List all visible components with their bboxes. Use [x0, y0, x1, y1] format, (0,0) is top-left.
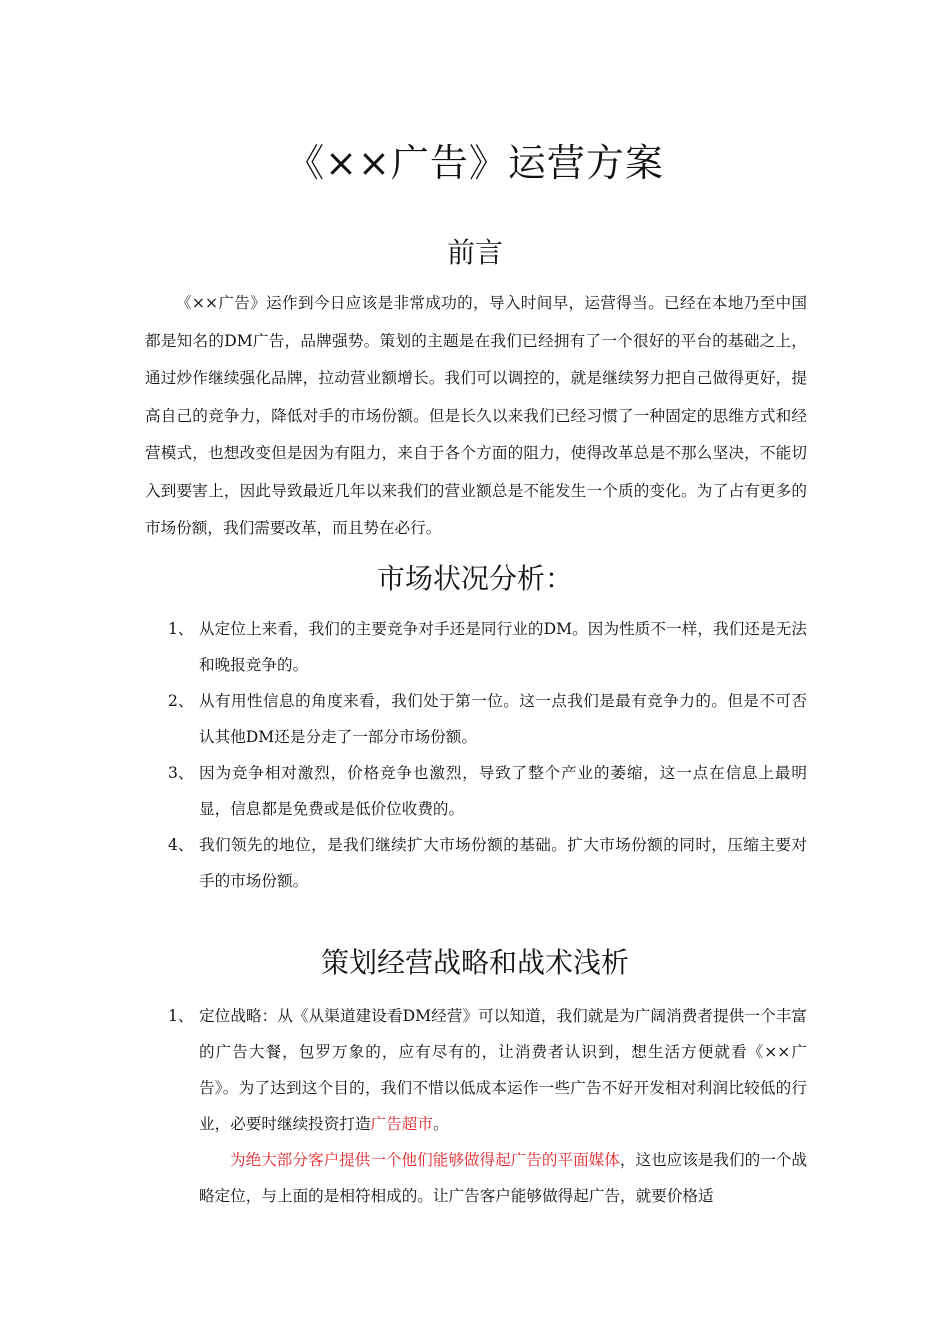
- highlight-positioning: 为绝大部分客户提供一个他们能够做得起广告的平面媒体: [230, 1151, 620, 1169]
- list-number: 1、: [168, 620, 194, 638]
- market-item-4: [168, 827, 807, 899]
- strategy-item-text: 定位战略：从《从渠道建设看DM经营》可以知道，我们就是为广阔消费者提供一个丰富的广告大餐，包罗万象的，应有尽有的，让消费者认识到，想生活方便就看《××广告》。为了达到这个目的，我们不惜以低成本运作一些广告不好开发相对利润比较低的行业，必要时继续投资打造: [199, 1007, 807, 1133]
- market-item-3: [168, 755, 807, 827]
- market-item-1: [168, 611, 807, 683]
- preface-heading: 前言: [446, 236, 503, 269]
- market-item-2: [168, 683, 807, 755]
- list-number: 3、: [168, 764, 194, 782]
- strategy-heading: 策划经营战略和战术浅析: [320, 946, 629, 979]
- list-text: 因为竞争相对激烈，价格竞争也激烈，导致了整个产业的萎缩，这一点在信息上最明显，信息都是免费或是低价位收费的。: [199, 764, 807, 818]
- strategy-paragraph-2: [199, 1142, 807, 1214]
- list-text: 从定位上来看，我们的主要竞争对手还是同行业的DM。因为性质不一样，我们还是无法和晚报竞争的。: [199, 620, 807, 674]
- preface-paragraph: 《××广告》运作到今日应该是非常成功的，导入时间早，运营得当。已经在本地乃至中国都是知名的DM广告，品牌强势。策划的主题是在我们已经拥有了一个很好的平台的基础之上，通过炒作继续强化品牌，拉动营业额增长。我们可以调控的，就是继续努力把自己做得更好，提高自己的竞争力，降低对手的市场份额。但是长久以来我们已经习惯了一种固定的思维方式和经营模式，也想改变但是因为有阻力，来自于各个方面的阻力，使得改革总是不那么坚决，不能切入到要害上，因此导致最近几年以来我们的营业额总是不能发生一个质的变化。为了占有更多的市场份额，我们需要改革，而且势在必行。: [145, 294, 807, 537]
- market-analysis-heading: 市场状况分析：: [376, 562, 573, 595]
- strategy-paragraph-text: ，这也应该是我们的一个战略定位，与上面的是相符相成的。让广告客户能够做得起广告，就要价格适: [199, 1151, 807, 1205]
- list-text: 我们领先的地位，是我们继续扩大市场份额的基础。扩大市场份额的同时，压缩主要对手的市场份额。: [199, 836, 807, 890]
- strategy-item-1: [168, 998, 807, 1142]
- list-number: 2、: [168, 692, 194, 710]
- list-number: 4、: [168, 836, 194, 854]
- strategy-item-end: 。: [432, 1115, 449, 1133]
- document-title: 《××广告》运营方案: [286, 141, 664, 185]
- list-text: 从有用性信息的角度来看，我们处于第一位。这一点我们是最有竞争力的。但是不可否认其他DM还是分走了一部分市场份额。: [199, 692, 807, 746]
- list-number: 1、: [168, 1007, 194, 1025]
- list-text: [199, 998, 807, 1142]
- highlight-ad-supermarket: 广告超市: [370, 1115, 433, 1133]
